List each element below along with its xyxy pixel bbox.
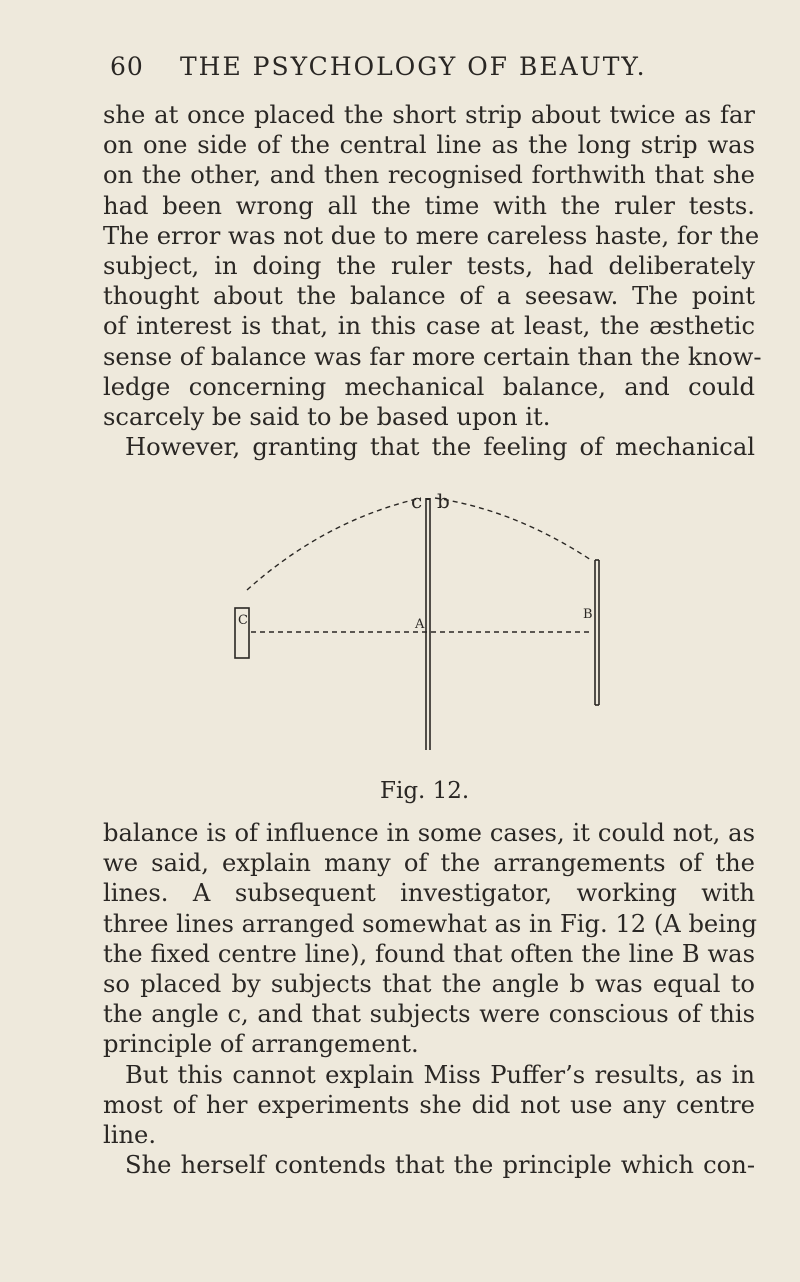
text-line: she at once placed the short strip about twice as far [103,101,755,129]
line-a-top [426,498,430,500]
page-number: 60 [110,52,144,81]
text-line: line. [103,1121,157,1150]
text-line: thought about the balance of a seesaw. The point [103,282,755,311]
text-line: so placed by subjects that the angle b was equal to [103,970,755,999]
text-line: However, granting that the feeling of mechanical [125,433,755,462]
text-line: balance is of influence in some cases, it could not, as [103,819,755,847]
angle-b-arc [435,498,591,560]
paragraph-1 [103,100,762,462]
text-line: on one side of the central line as the long strip was [103,131,755,160]
label-b-angle: b [437,489,450,513]
text-line: lines. A subsequent investigator, working with [103,879,755,908]
running-title: THE PSYCHOLOGY OF BEAUTY. [180,52,647,81]
text-line: the angle c, and that subjects were conscious of this [103,1000,755,1029]
label-line-b: B [583,607,593,622]
text-line: on the other, and then recognised forthwith that she [103,161,755,190]
figure-caption: Fig. 12. [380,778,470,804]
text-line: most of her experiments she did not use any centre [103,1090,755,1119]
paragraph-2-continued [103,818,758,1180]
figure-12-diagram [225,470,615,770]
label-c-angle: c [411,489,423,513]
text-line: ledge concerning mechanical balance, and could [103,372,755,401]
text-line: She herself contends that the principle which con- [125,1151,755,1180]
angle-c-arc [247,498,421,590]
text-line: of interest is that, in this case at least, the æsthetic [103,312,755,341]
label-line-c: C [238,613,248,628]
text-line: we said, explain many of the arrangements of the [103,849,755,878]
text-line: subject, in doing the ruler tests, had deliberately [103,252,755,281]
text-line: three lines arranged somewhat as in Fig. 12 (A being [103,909,758,938]
text-line: principle of arrangement. [103,1030,419,1059]
running-header [110,52,750,81]
text-line: sense of balance was far more certain than the know- [103,342,762,371]
text-line: The error was not due to mere careless haste, for the [103,221,760,250]
text-line: scarcely be said to be based upon it. [103,403,551,432]
text-line: But this cannot explain Miss Puffer’s results, as in [125,1060,755,1089]
label-line-a: A [415,617,425,632]
text-line: had been wrong all the time with the ruler tests. [103,191,755,220]
text-line: the fixed centre line), found that often the line B was [103,939,755,968]
